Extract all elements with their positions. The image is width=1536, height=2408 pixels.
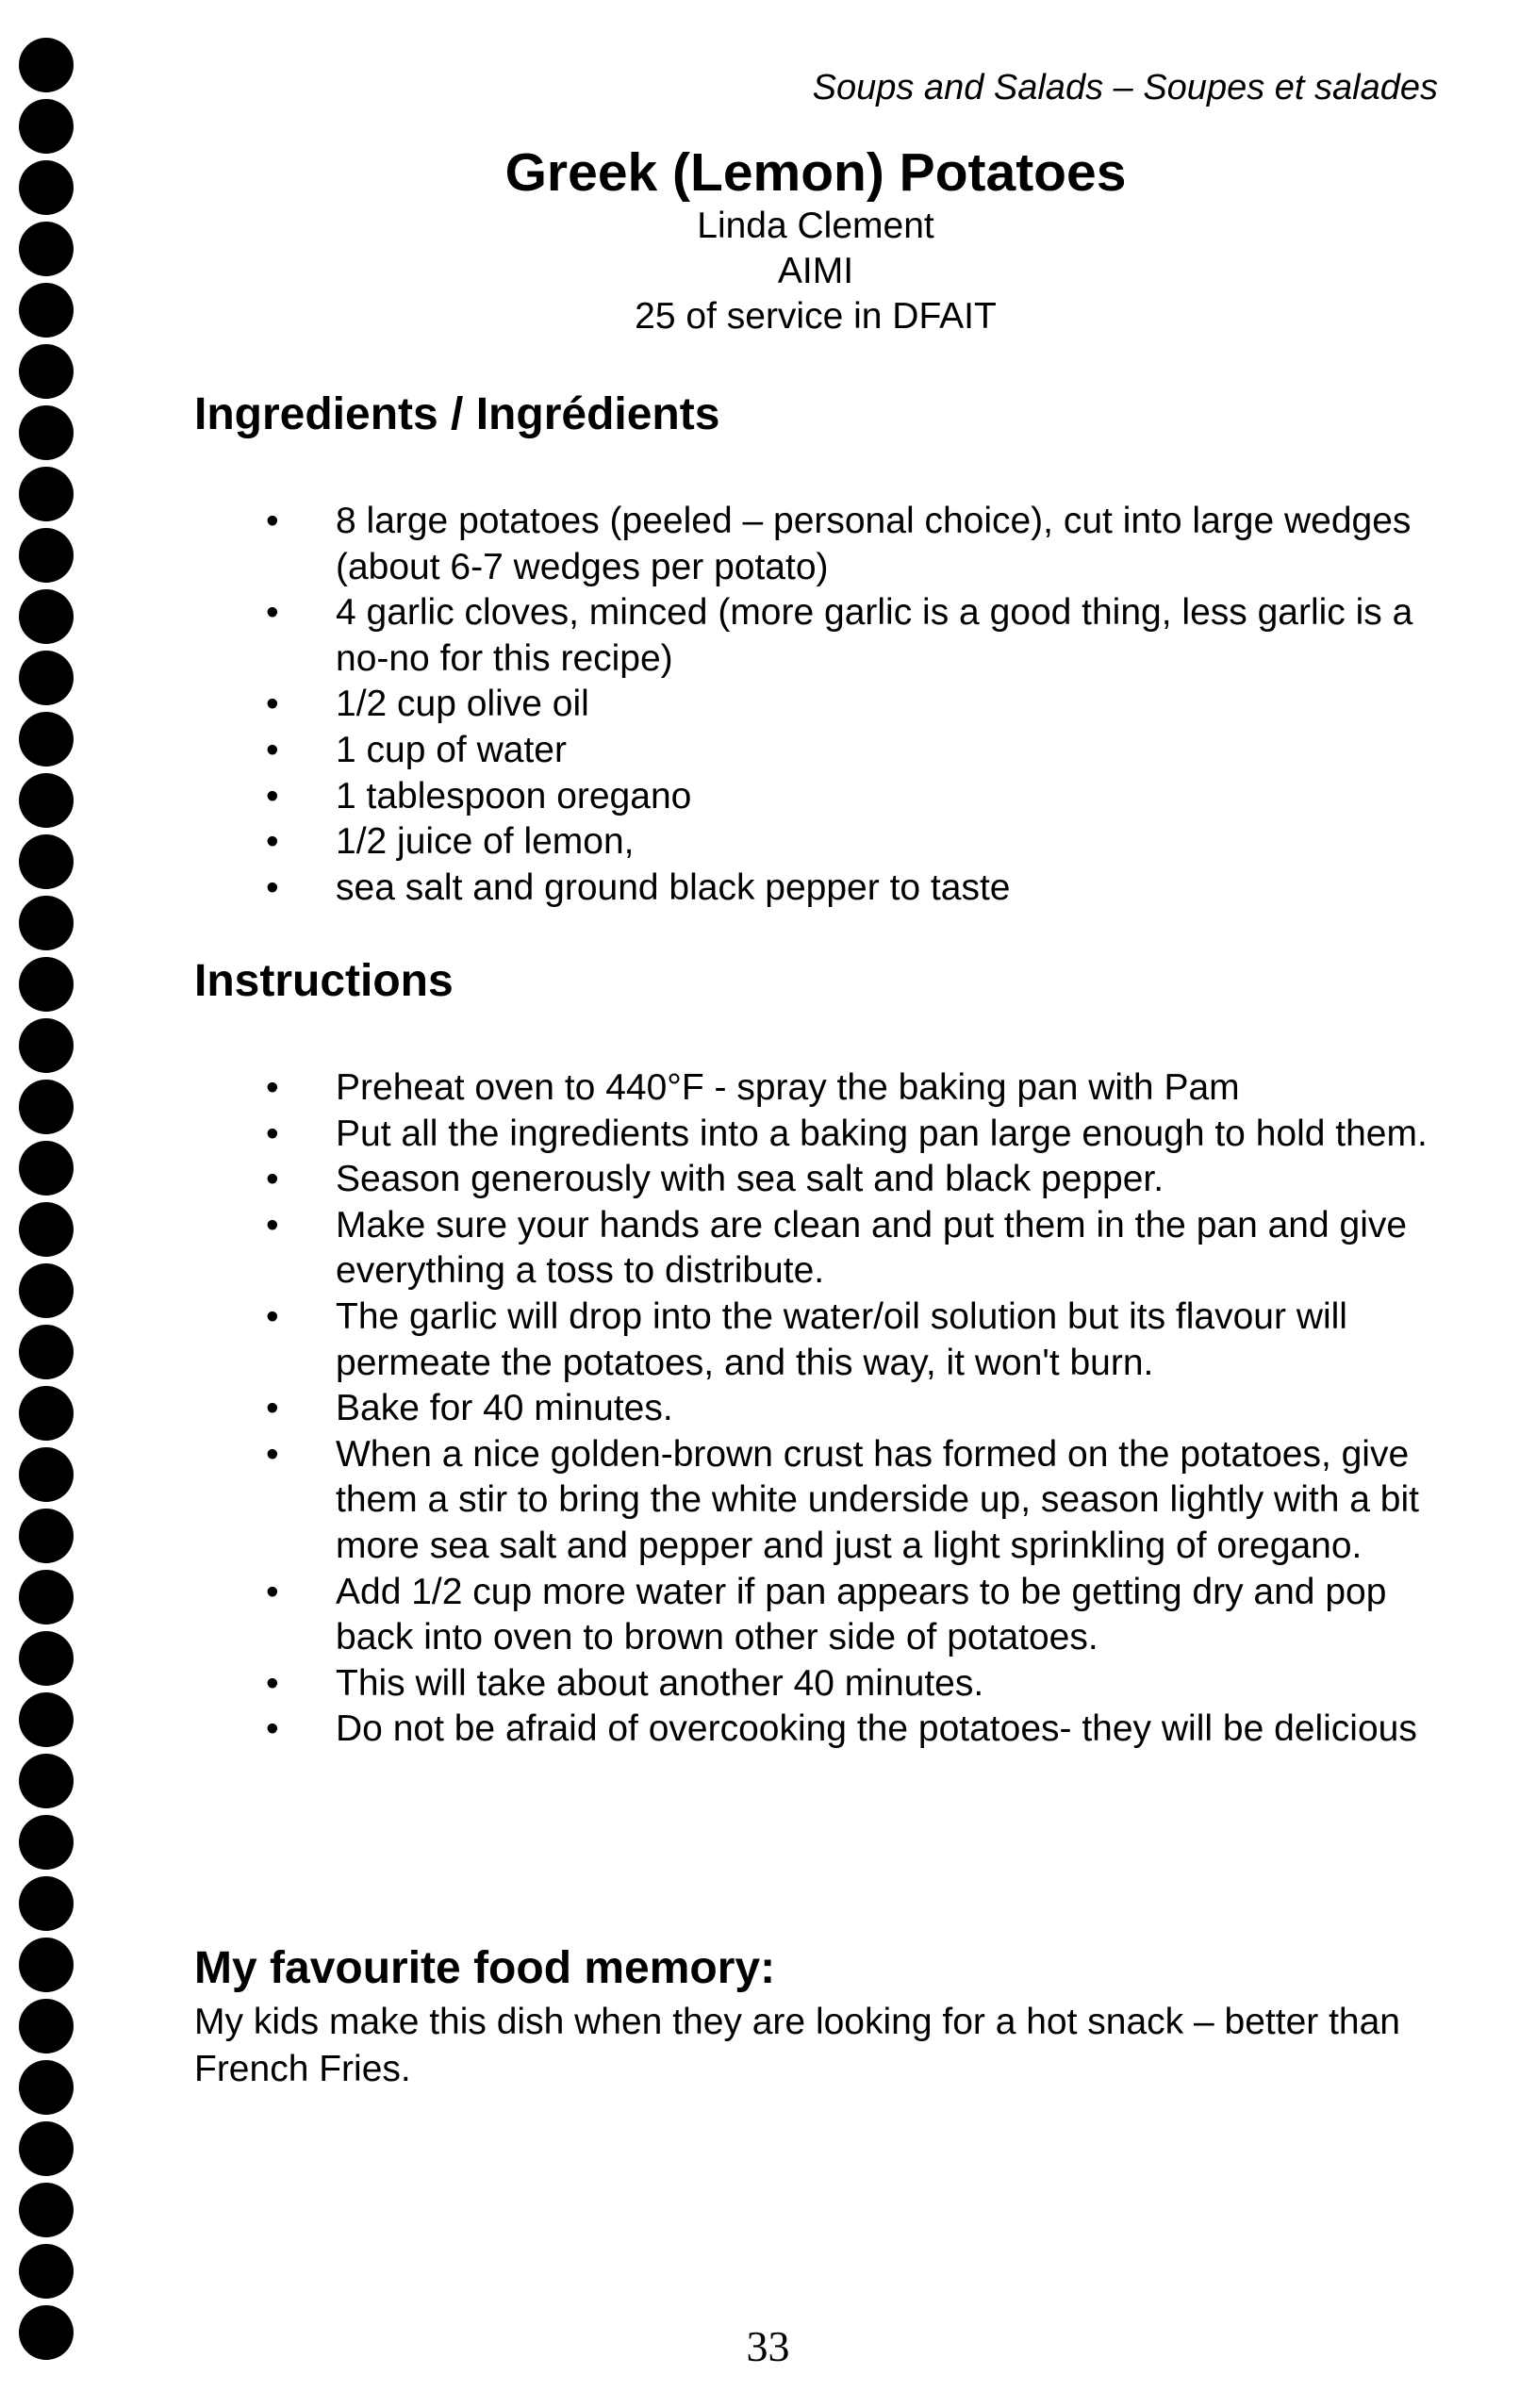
binding-hole — [19, 1018, 74, 1073]
instruction-item — [194, 1432, 1448, 1570]
bullet-icon: • — [266, 1159, 279, 1200]
recipe-title-block — [321, 141, 1311, 339]
binding-holes — [19, 38, 85, 2376]
recipe-author: Linda Clement — [697, 206, 934, 246]
ingredients-heading: Ingredients / Ingrédients — [194, 389, 720, 439]
binding-hole — [19, 283, 74, 338]
bullet-icon: • — [266, 1388, 279, 1429]
ingredient-item — [194, 774, 1448, 820]
binding-hole — [19, 651, 74, 705]
binding-hole — [19, 1263, 74, 1318]
bullet-icon: • — [266, 775, 279, 816]
binding-hole — [19, 1386, 74, 1441]
ingredient-item — [194, 819, 1448, 866]
bullet-icon: • — [266, 821, 279, 863]
page-number: 33 — [746, 2322, 790, 2370]
instruction-item — [194, 1707, 1448, 1753]
instruction-text: The garlic will drop into the water/oil solution but its flavour will permeate the potatoes, and this way, it won't burn. — [336, 1295, 1347, 1383]
bullet-icon: • — [266, 684, 279, 725]
binding-hole — [19, 1938, 74, 1992]
ingredient-text: 1 tablespoon oregano — [336, 775, 692, 816]
instruction-text: Make sure your hands are clean and put them in the pan and give everything a toss to distribute. — [336, 1204, 1408, 1292]
instructions-heading: Instructions — [194, 956, 454, 1006]
binding-hole — [19, 99, 74, 154]
binding-hole — [19, 2060, 74, 2115]
binding-hole — [19, 344, 74, 399]
bullet-icon: • — [266, 1708, 279, 1750]
ingredients-list — [194, 499, 1448, 911]
ingredient-text: 8 large potatoes (peeled – personal choice), cut into large wedges (about 6-7 wedges per potato) — [336, 501, 1412, 587]
instruction-text: Add 1/2 cup more water if pan appears to be getting dry and pop back into oven to brown other side of potatoes. — [336, 1571, 1387, 1658]
instruction-item — [194, 1386, 1448, 1432]
bullet-icon: • — [266, 729, 279, 770]
ingredient-item — [194, 499, 1448, 590]
binding-hole — [19, 1447, 74, 1502]
bullet-icon: • — [266, 866, 279, 908]
binding-hole — [19, 1754, 74, 1808]
binding-hole — [19, 1325, 74, 1379]
instruction-text: Season generously with sea salt and black pepper. — [336, 1159, 1164, 1200]
instruction-text: Do not be afraid of overcooking the potatoes- they will be delicious — [336, 1708, 1417, 1750]
ingredient-item — [194, 866, 1448, 912]
instruction-text: Bake for 40 minutes. — [336, 1388, 673, 1429]
bullet-icon: • — [266, 1067, 279, 1108]
binding-hole — [19, 1692, 74, 1747]
bullet-icon: • — [266, 592, 279, 634]
bullet-icon: • — [266, 501, 279, 541]
ingredient-text: 1 cup of water — [336, 729, 567, 770]
binding-hole — [19, 528, 74, 583]
ingredient-item — [194, 682, 1448, 728]
binding-hole — [19, 1570, 74, 1625]
binding-hole — [19, 2183, 74, 2237]
ingredient-text: 1/2 juice of lemon, — [336, 821, 635, 863]
binding-hole — [19, 773, 74, 828]
binding-hole — [19, 1202, 74, 1257]
binding-hole — [19, 1876, 74, 1931]
binding-hole — [19, 222, 74, 276]
binding-hole — [19, 1999, 74, 2053]
ingredient-text: sea salt and ground black pepper to taste — [336, 866, 1011, 908]
binding-hole — [19, 1080, 74, 1134]
ingredient-item — [194, 728, 1448, 774]
instruction-text: Preheat oven to 440°F - spray the baking pan with Pam — [336, 1067, 1240, 1108]
recipe-division: AIMI — [777, 251, 854, 291]
instructions-list — [194, 1065, 1448, 1753]
instruction-item — [194, 1295, 1448, 1386]
binding-hole — [19, 1141, 74, 1196]
ingredient-item — [194, 590, 1448, 682]
bullet-icon: • — [266, 1662, 279, 1704]
instruction-item — [194, 1112, 1448, 1158]
binding-hole — [19, 2121, 74, 2176]
bullet-icon: • — [266, 1113, 279, 1154]
binding-hole — [19, 467, 74, 521]
bullet-icon: • — [266, 1571, 279, 1612]
instruction-text: When a nice golden-brown crust has formed on the potatoes, give them a stir to bring the white underside up, season lightly with a bit more sea salt and pepper and just a light sprinkling of oregano. — [336, 1433, 1419, 1566]
recipe-title: Greek (Lemon) Potatoes — [504, 142, 1127, 203]
binding-hole — [19, 1631, 74, 1686]
instruction-text: Put all the ingredients into a baking pan large enough to hold them. — [336, 1113, 1428, 1154]
memory-text: My kids make this dish when they are looking for a hot snack – better than French Fries. — [194, 2002, 1401, 2089]
bullet-icon: • — [266, 1433, 279, 1475]
section-header: Soups and Salads – Soupes et salades — [812, 68, 1438, 107]
instruction-item — [194, 1570, 1448, 1661]
instruction-item — [194, 1157, 1448, 1203]
ingredient-text: 1/2 cup olive oil — [336, 684, 589, 725]
binding-hole — [19, 957, 74, 1012]
binding-hole — [19, 712, 74, 767]
instruction-item — [194, 1203, 1448, 1295]
binding-hole — [19, 896, 74, 950]
instruction-item — [194, 1661, 1448, 1707]
binding-hole — [19, 834, 74, 889]
instruction-text: This will take about another 40 minutes. — [336, 1662, 984, 1704]
binding-hole — [19, 1815, 74, 1870]
binding-hole — [19, 2244, 74, 2299]
binding-hole — [19, 405, 74, 460]
binding-hole — [19, 160, 74, 215]
bullet-icon: • — [266, 1204, 279, 1245]
instruction-item — [194, 1065, 1448, 1112]
binding-hole — [19, 38, 74, 92]
binding-hole — [19, 1509, 74, 1563]
recipe-service: 25 of service in DFAIT — [635, 296, 997, 337]
binding-hole — [19, 589, 74, 644]
bullet-icon: • — [266, 1295, 279, 1337]
memory-heading: My favourite food memory: — [194, 1943, 776, 1993]
ingredient-text: 4 garlic cloves, minced (more garlic is a good thing, less garlic is a no-no for this recipe) — [336, 592, 1413, 679]
